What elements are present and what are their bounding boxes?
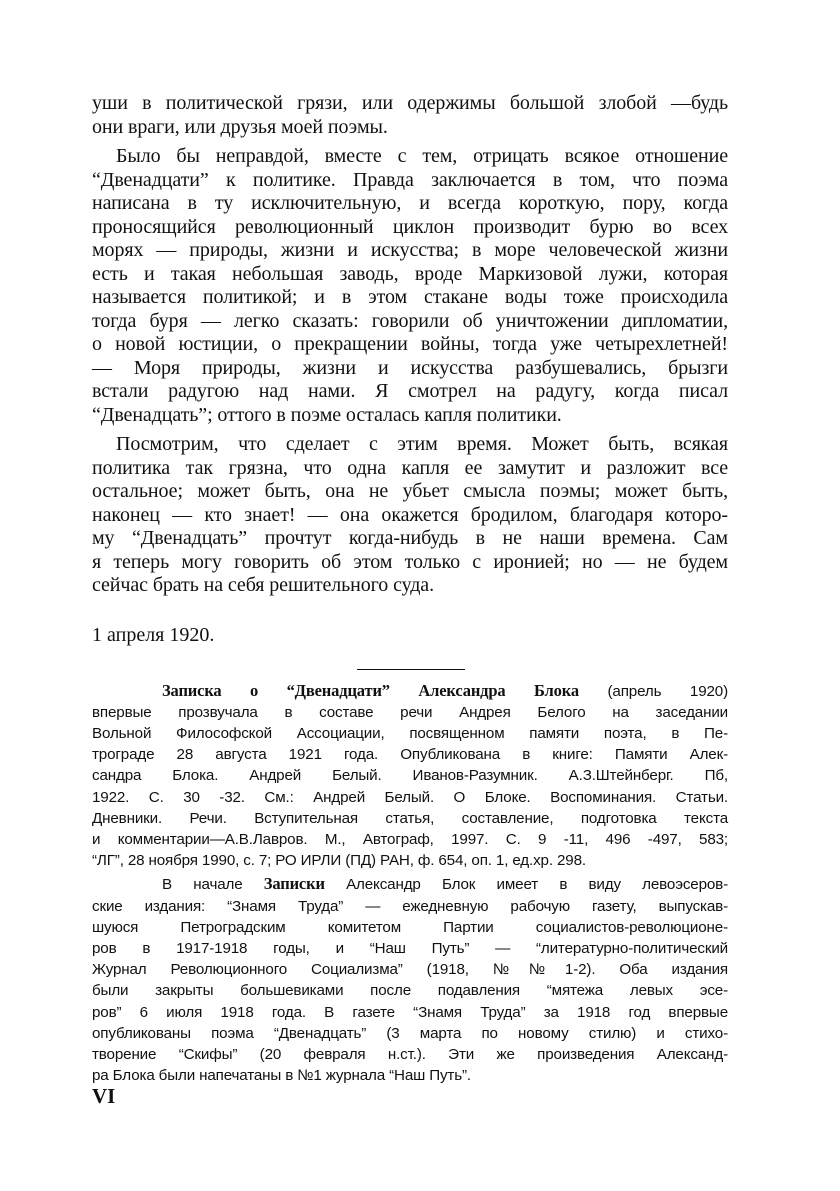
note-line: Дневники. Речи. Вступительная статья, составление, подготовка текста [92,809,728,827]
note-title: Записка о “Двенадцати” Александра Блока [162,680,579,700]
note-line: опубликованы поэма “Двенадцать” (3 марта по новому стилю) и стихо- [92,1024,728,1042]
paragraph-1 [92,92,728,139]
note-paragraph-2 [92,873,728,1086]
text-line: тогда буря — легко сказать: говорили об уничтожении дипломатии, [92,309,728,332]
note-line: Журнал Революционного Социализма” (1918, №№1-2). Оба издания [92,961,728,979]
note-prefix: В начале [162,876,264,894]
text-line: есть и такая небольшая заводь, вроде Маркизовой лужи, которая [92,262,728,285]
note-first-rest: Александр Блок имеет в виду левоэсеров- [324,876,728,894]
date-line: 1 апреля 1920. [92,623,215,646]
main-text [92,92,728,598]
text-line: Посмотрим, что сделает с этим время. Может быть, всякая [116,433,728,455]
note-line: Вольной Философской Ассоциации, посвященном памяти поэта, в Пе- [92,724,728,742]
text-line: наконец — кто знает! — она окажется бродилом, благодаря которо- [92,503,728,526]
note-line: ские издания: “Знамя Труда” — ежедневную рабочую газету, выпускав- [92,897,728,915]
note-line: ра Блока были напечатаны в №1 журнала “Наш Путь”. [92,1067,471,1085]
text-line: “Двенадцати” к политике. Правда заключается в том, что поэма [92,168,728,191]
paragraph-3 [92,433,728,598]
note-bold-word: Записки [263,874,325,894]
text-line: Было бы неправдой, вместе с тем, отрицать всякое отношение [116,145,728,167]
note-line: и комментарии—А.В.Лавров. М., Автограф, 1997. С. 9 -11, 496 -497, 583; [92,830,728,848]
paragraph-2 [92,145,728,427]
note-line: 1922. С. 30 -32. См.: Андрей Белый. О Блоке. Воспоминания. Статьи. [92,788,728,806]
note-paragraph-1 [92,680,728,872]
text-line: остальное; может быть, она не убьет смысла поэмы; может быть, [92,480,728,502]
note-line: впервые прозвучала в составе речи Андрея Белого на заседании [92,703,728,721]
commentary-notes [92,680,728,1087]
note-line: шуюся Петроградским комитетом Партии социалистов-революционе- [92,918,728,936]
page-content [92,92,728,1086]
text-line: му “Двенадцать” прочтут когда-нибудь в не наши времена. Сам [92,527,728,549]
text-line: написана в ту исключительную, и всегда короткую, пору, когда [92,192,728,214]
text-line: о новой юстиции, о прекращении войны, тогда уже четырехлетней! [92,333,728,355]
note-line: “ЛГ”, 28 ноября 1990, с. 7; РО ИРЛИ (ПД) РАН, ф. 654, оп. 1, ед.хр. 298. [92,852,586,870]
text-line: “Двенадцать”; оттого в поэме осталась капля политики. [92,403,562,426]
text-line: встали радугою над нами. Я смотрел на радугу, когда писал [92,380,728,402]
text-line: морях — природы, жизни и искусства; в море человеческой жизни [92,239,728,261]
note-line: творение “Скифы” (20 февраля н.ст.). Эти же произведения Александ- [92,1045,728,1063]
note-line: трограде 28 августа 1921 года. Опубликована в книге: Памяти Алек- [92,746,728,764]
note-line [92,873,728,895]
note-line: были закрыты большевиками после подавления “мятежа левых эсе- [92,982,728,1000]
note-line [92,680,728,702]
text-line: уши в политической грязи, или одержимы большой злобой —будь [92,92,728,114]
text-line: политика так грязна, что одна капля ее замутит и разложит все [92,456,728,479]
text-line: я теперь могу говорить об этом только с иронией; но — не будем [92,550,728,573]
note-line: сандра Блока. Андрей Белый. Иванов-Разумник. А.З.Штейнберг. Пб, [92,767,728,785]
text-line: проносящийся революционный циклон производит бурю во всех [92,215,728,238]
separator-rule [357,669,465,670]
page-number: VI [92,1084,116,1108]
note-title-rest: (апрель 1920) [578,682,728,700]
text-line: — Моря природы, жизни и искусства разбушевались, брызги [92,356,728,379]
text-line: называется политикой; и в этом стакане воды тоже происходила [92,286,728,308]
note-line: ров в 1917-1918 годы, и “Наш Путь” — “литературно-политический [92,939,728,957]
text-line: они враги, или друзья моей поэмы. [92,115,388,138]
note-line: ров” 6 июля 1918 года. В газете “Знамя Труда” за 1918 год впервые [92,1003,728,1021]
text-line: сейчас брать на себя решительного суда. [92,574,434,596]
